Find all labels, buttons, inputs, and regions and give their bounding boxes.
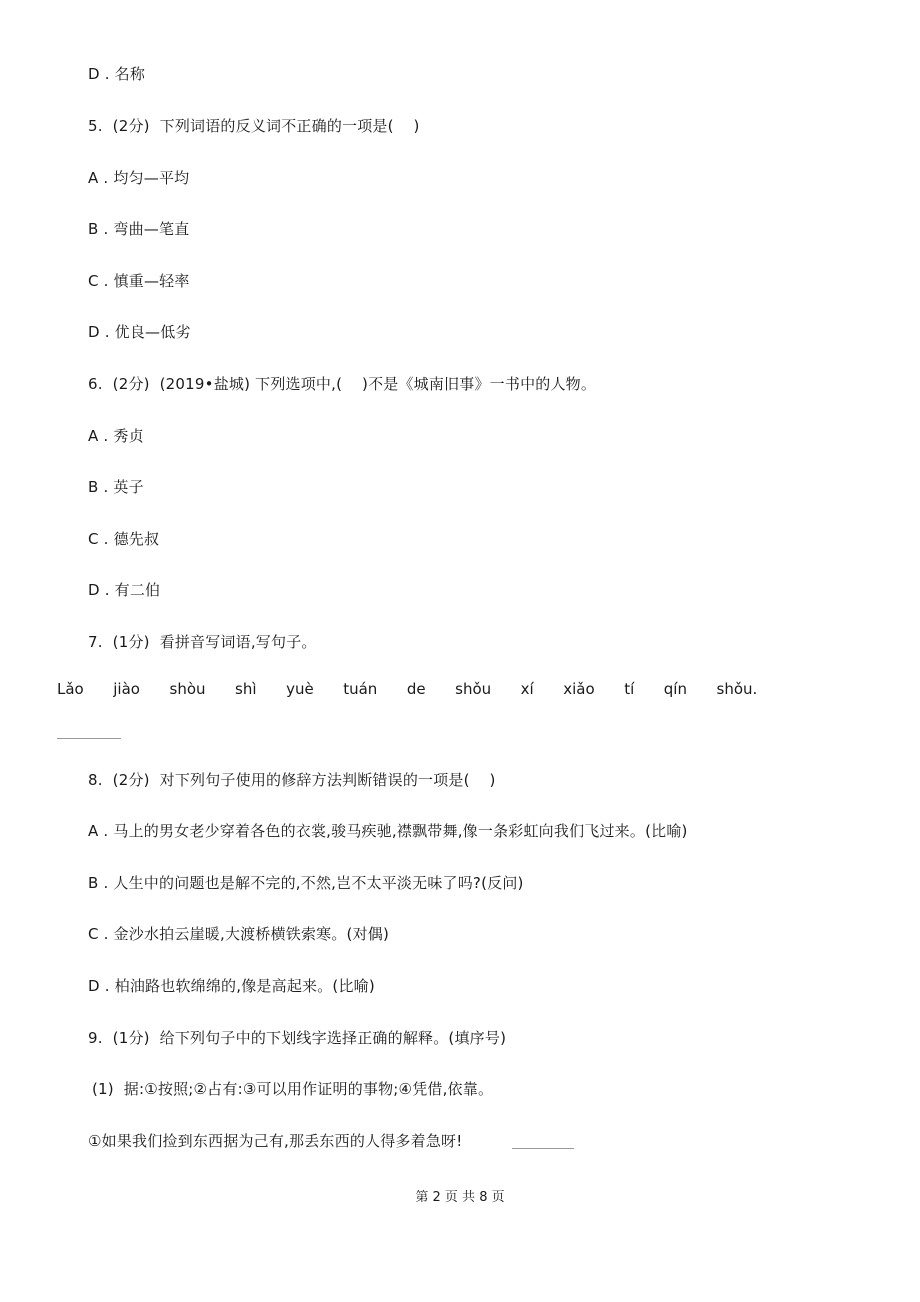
q9-stem: 9. (1分) 给下列句子中的下划线字选择正确的解释。(填序号) [88, 1029, 507, 1047]
q9-sub1-definitions: (1) 据:①按照;②占有:③可以用作证明的事物;④凭借,依靠。 [92, 1080, 494, 1098]
q8-stem: 8. (2分) 对下列句子使用的修辞方法判断错误的一项是( ) [88, 771, 496, 789]
q8-option-b: B . 人生中的问题也是解不完的,不然,岂不太平淡无味了吗?(反问) [88, 874, 524, 892]
q7-answer-blank[interactable] [57, 738, 121, 739]
q6-option-d: D . 有二伯 [88, 581, 161, 599]
page-number-footer: 第 2 页 共 8 页 [415, 1190, 505, 1205]
q4-option-d: D . 名称 [88, 65, 146, 83]
q6-option-a: A . 秀贞 [88, 427, 144, 445]
q5-option-b: B . 弯曲—笔直 [88, 220, 190, 238]
q7-stem: 7. (1分) 看拼音写词语,写句子。 [88, 633, 317, 651]
q6-option-c: C . 德先叔 [88, 530, 160, 548]
q9-sentence1: ①如果我们捡到东西据为己有,那丢东西的人得多着急呀! [88, 1132, 463, 1150]
q6-option-b: B . 英子 [88, 478, 144, 496]
q5-option-a: A . 均匀—平均 [88, 169, 190, 187]
q5-option-d: D . 优良—低劣 [88, 323, 191, 341]
q8-option-c: C . 金沙水拍云崖暖,大渡桥横铁索寒。(对偶) [88, 925, 390, 943]
q8-option-a: A . 马上的男女老少穿着各色的衣裳,骏马疾驰,襟飘带舞,像一条彩虹向我们飞过来。(比喻) [88, 822, 688, 840]
q5-option-c: C . 慎重—轻率 [88, 272, 190, 290]
q6-stem: 6. (2分) (2019•盐城) 下列选项中,( )不是《城南旧事》一书中的人物。 [88, 375, 597, 393]
q8-option-d: D . 柏油路也软绵绵的,像是高起来。(比喻) [88, 977, 375, 995]
q7-pinyin: Lǎo jiào shòu shì yuè tuán de shǒu xí xiǎo tí qín shǒu. [57, 680, 758, 698]
q5-stem: 5. (2分) 下列词语的反义词不正确的一项是( ) [88, 117, 420, 135]
q9-sentence1-answer-blank[interactable] [512, 1148, 574, 1149]
